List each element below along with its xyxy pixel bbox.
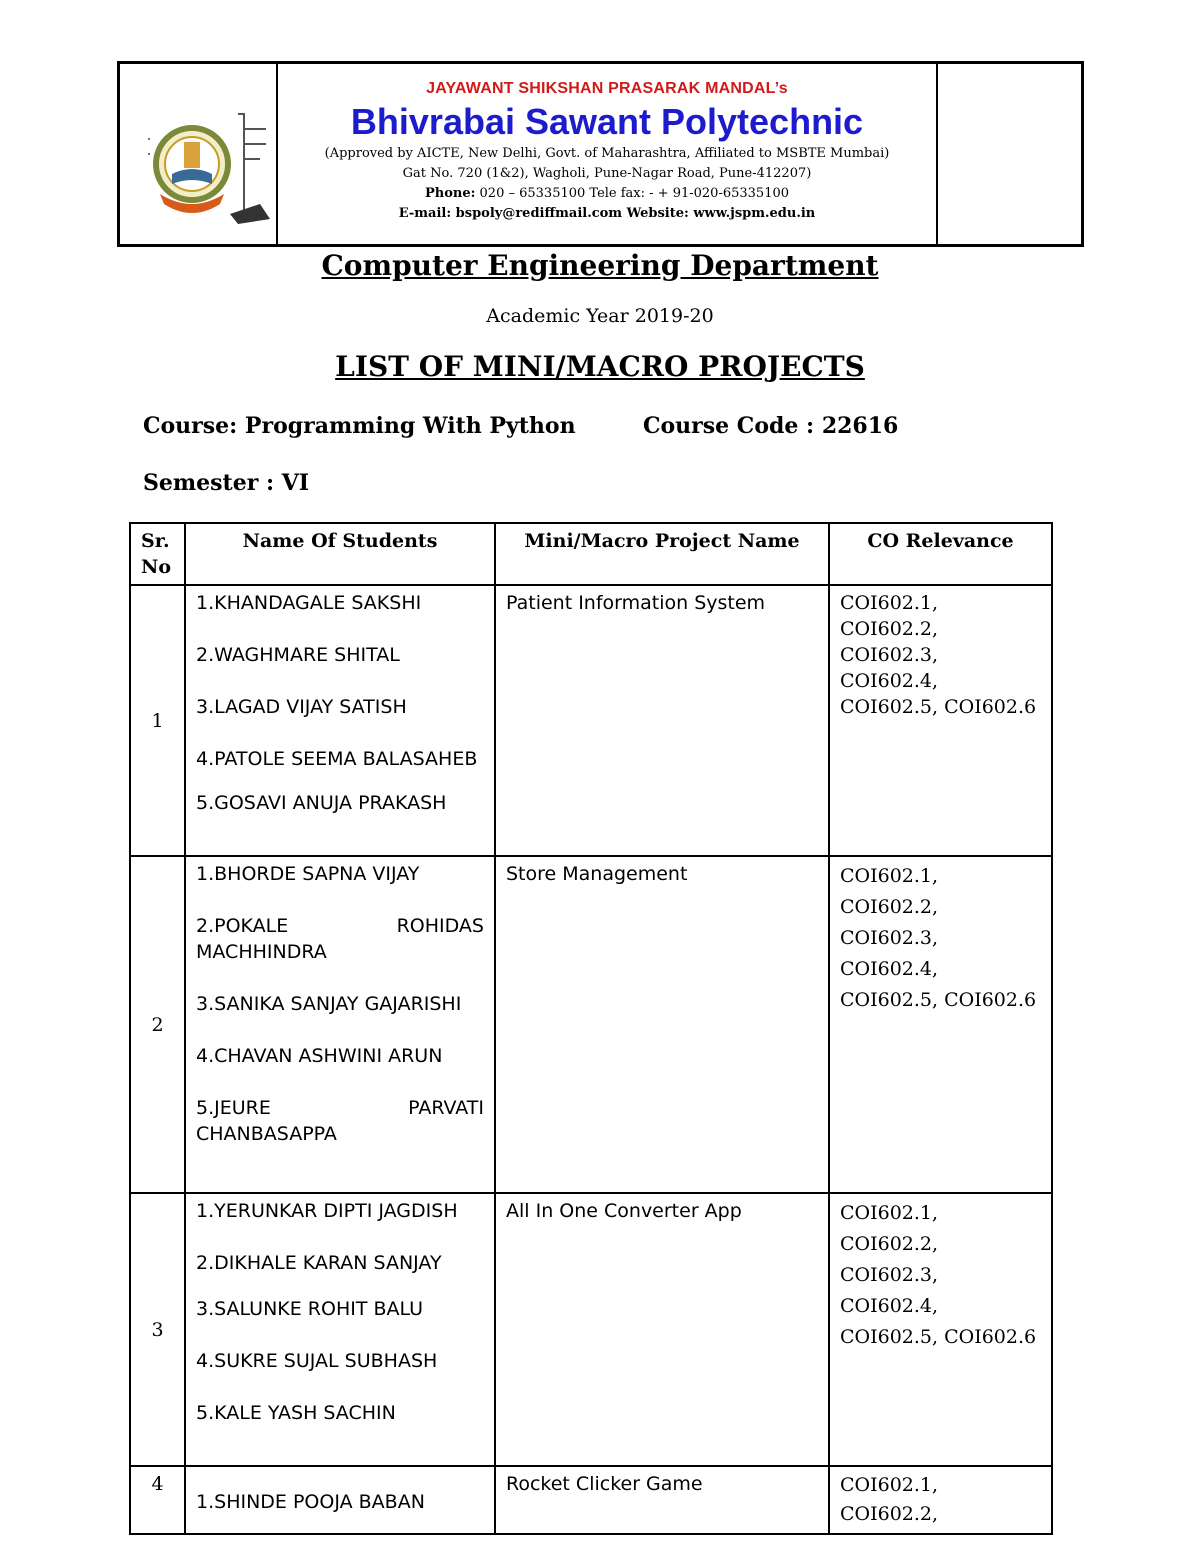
- co-item: COI602.4,: [840, 670, 939, 692]
- table-row: [130, 856, 1052, 1193]
- student-name: 2.WAGHMARE SHITAL: [196, 644, 400, 666]
- co-item: COI602.1,: [840, 1202, 939, 1224]
- student-name: 3.SANIKA SANJAY GAJARISHI: [196, 993, 462, 1015]
- project-name: Rocket Clicker Game: [495, 1466, 829, 1534]
- sr-no: 2: [130, 856, 185, 1193]
- course-name: Course: Programming With Python: [143, 413, 576, 439]
- sr-no: 3: [130, 1193, 185, 1466]
- students-cell: [185, 1466, 495, 1534]
- phone-line: [278, 184, 936, 204]
- co-item: COI602.1,: [840, 1474, 939, 1496]
- email-line: [278, 204, 936, 224]
- project-name: Store Management: [495, 856, 829, 1193]
- co-item: COI602.3,: [840, 1264, 939, 1286]
- academic-year: Academic Year 2019-20: [486, 305, 714, 327]
- letterhead-blank-cell: [938, 64, 1081, 244]
- semester: Semester : VI: [143, 470, 310, 496]
- letterhead: [117, 61, 1084, 247]
- project-name: All In One Converter App: [495, 1193, 829, 1466]
- org-name: JAYAWANT SHIKSHAN PRASARAK MANDAL’s: [426, 80, 788, 97]
- address-line: Gat No. 720 (1&2), Wagholi, Pune-Nagar Road, Pune-412207): [402, 166, 812, 181]
- co-item: COI602.1,: [840, 865, 939, 887]
- co-item: COI602.2,: [840, 896, 939, 918]
- student-name: 1.YERUNKAR DIPTI JAGDISH: [196, 1200, 458, 1222]
- co-item: COI602.5, COI602.6: [840, 1326, 1037, 1348]
- student-name: 4.CHAVAN ASHWINI ARUN: [196, 1045, 443, 1067]
- student-name: 3.LAGAD VIJAY SATISH: [196, 696, 407, 718]
- student-name: 4.SUKRE SUJAL SUBHASH: [196, 1350, 438, 1372]
- table-row: [130, 1193, 1052, 1466]
- co-item: COI602.5, COI602.6: [840, 989, 1037, 1011]
- list-title: LIST OF MINI/MACRO PROJECTS: [335, 350, 865, 383]
- co-item: COI602.2,: [840, 1503, 939, 1525]
- co-relevance: [829, 1466, 1052, 1534]
- co-item: COI602.3,: [840, 644, 939, 666]
- co-item: COI602.4,: [840, 958, 939, 980]
- student-name: 1.BHORDE SAPNA VIJAY: [196, 863, 420, 885]
- student-name: 1.SHINDE POOJA BABAN: [196, 1491, 425, 1513]
- letterhead-text: [278, 64, 938, 244]
- phone-value: 020 – 65335100 Tele fax: - + 91-020-65335100: [479, 186, 790, 201]
- student-name: 1.KHANDAGALE SAKSHI: [196, 592, 422, 614]
- co-item: COI602.1,: [840, 592, 939, 614]
- co-item: COI602.3,: [840, 927, 939, 949]
- phone-label: Phone:: [424, 186, 476, 201]
- department-title: Computer Engineering Department: [321, 249, 879, 282]
- students-cell: [185, 856, 495, 1193]
- student-name: 2.DIKHALE KARAN SANJAY: [196, 1252, 442, 1274]
- institute-name: Bhivrabai Sawant Polytechnic: [350, 101, 864, 142]
- table-row: [130, 1466, 1052, 1534]
- table-header-row: [130, 523, 1052, 585]
- course-code: Course Code : 22616: [643, 413, 899, 439]
- header-co: CO Relevance: [829, 523, 1052, 585]
- student-name: 5.KALE YASH SACHIN: [196, 1402, 396, 1424]
- students-cell: [185, 1193, 495, 1466]
- co-item: COI602.2,: [840, 1233, 939, 1255]
- table-row: [130, 585, 1052, 856]
- sr-no: 1: [130, 585, 185, 856]
- student-name: 5.GOSAVI ANUJA PRAKASH: [196, 792, 447, 814]
- co-relevance: [829, 1193, 1052, 1466]
- email-website: E-mail: bspoly@rediffmail.com Website: www.jspm.edu.in: [398, 206, 816, 221]
- co-relevance: [829, 585, 1052, 856]
- header-project: Mini/Macro Project Name: [495, 523, 829, 585]
- header-sr-no: Sr. No: [130, 523, 185, 585]
- projects-table: [129, 522, 1053, 1535]
- student-name: 4.PATOLE SEEMA BALASAHEB: [196, 748, 478, 770]
- student-name: 2.POKALE ROHIDAS MACHHINDRA: [196, 915, 484, 963]
- institute-logo-icon: [120, 64, 276, 244]
- co-item: COI602.4,: [840, 1295, 939, 1317]
- student-name: 3.SALUNKE ROHIT BALU: [196, 1298, 424, 1320]
- co-relevance: [829, 856, 1052, 1193]
- co-item: COI602.2,: [840, 618, 939, 640]
- student-name: 5.JEURE PARVATI CHANBASAPPA: [196, 1097, 484, 1145]
- co-item: COI602.5, COI602.6: [840, 696, 1037, 718]
- students-cell: [185, 585, 495, 856]
- project-name: Patient Information System: [495, 585, 829, 856]
- approval-line: (Approved by AICTE, New Delhi, Govt. of Maharashtra, Affiliated to MSBTE Mumbai): [324, 146, 890, 161]
- logo-cell: [120, 64, 278, 244]
- header-students: Name Of Students: [185, 523, 495, 585]
- sr-no: 4: [130, 1466, 185, 1534]
